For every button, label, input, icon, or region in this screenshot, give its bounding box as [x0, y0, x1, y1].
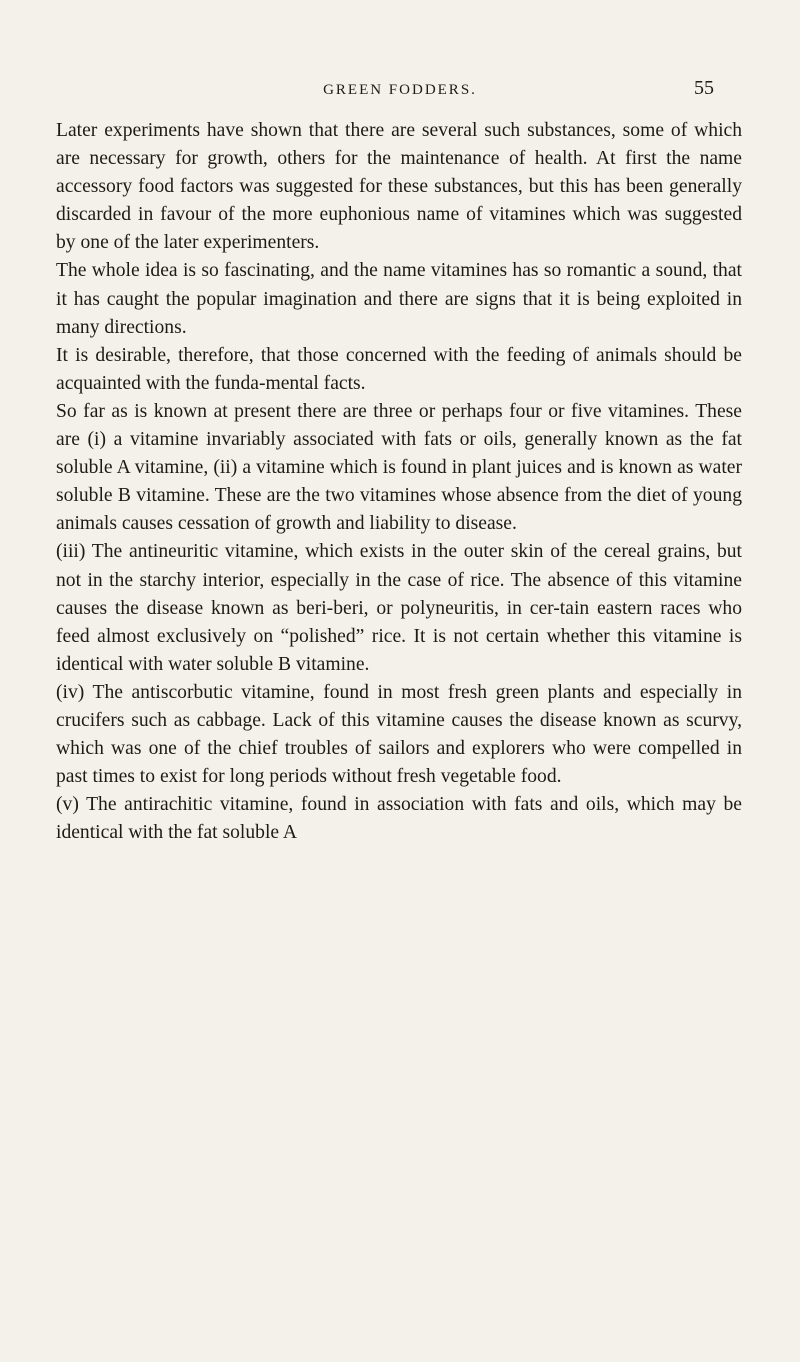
running-title: GREEN FODDERS.: [323, 82, 477, 98]
paragraph: Later experiments have shown that there are several such substances, some of which are necessary for growth, others for the maintenance of health. At first the name accessory food factors was suggested for these substances, but this has been generally discarded in favour of the more euphonious name of vitamines which was suggested by one of the later experimenters.: [56, 120, 742, 254]
paragraph: So far as is known at present there are three or perhaps four or five vitamines. These are (i) a vitamine invariably associated with fats or oils, generally known as the fat soluble A vitamine, (ii) a vitamine which is found in plant juices and is known as water soluble B vitamine. These are the two vitamines whose absence from the diet of young animals causes cessation of growth and liability to disease.: [56, 400, 742, 535]
paragraph: The whole idea is so fascinating, and the name vitamines has so romantic a sound, that it has caught the popular imagination and there are signs that it is being exploited in many directions.: [56, 260, 742, 338]
paragraph: (v) The antirachitic vitamine, found in association with fats and oils, which may be identical with the fat soluble A: [56, 794, 742, 844]
paragraph: (iv) The antiscorbutic vitamine, found in most fresh green plants and especially in crucifers such as cabbage. Lack of this vitamine causes the disease known as scurvy, which was one of the chief troubles of sailors and explorers who were compelled in past times to exist for long periods without fresh vegetable food.: [56, 681, 742, 788]
running-head: [56, 78, 744, 102]
paragraph: It is desirable, therefore, that those concerned with the feeding of animals should be acquainted with the funda-mental facts.: [56, 344, 742, 394]
paragraph: (iii) The antineuritic vitamine, which exists in the outer skin of the cereal grains, but not in the starchy interior, especially in the case of rice. The absence of this vitamine causes the disease known as beri-beri, or polyneuritis, in cer-tain eastern races who feed almost exclusively on “polished” rice. It is not certain whether this vitamine is identical with water soluble B vitamine.: [56, 541, 742, 675]
page-number: 55: [694, 77, 714, 99]
body-text: [56, 117, 742, 847]
